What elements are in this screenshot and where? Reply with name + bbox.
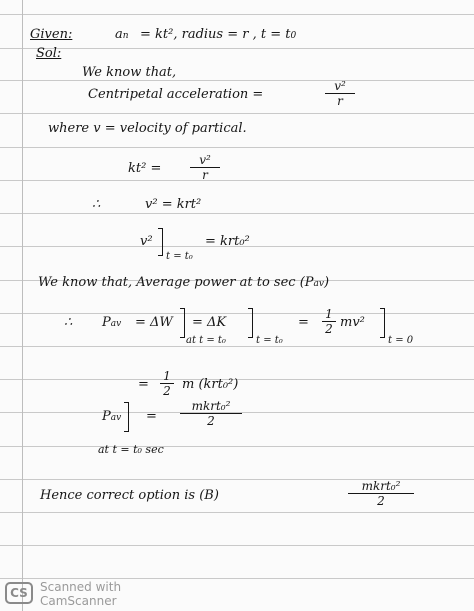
velocity-definition: where v = velocity of partical. <box>48 121 247 136</box>
final-power-fraction: mkrt₀² 2 <box>180 400 242 429</box>
v2-equation: v² = krt² <box>145 197 202 212</box>
equals-sign-3: = <box>146 409 157 424</box>
v2-over-r-fraction: $\frac{\text{v²}}{r}$ <box>325 80 355 109</box>
mv2-term: mv² <box>340 315 365 330</box>
power-average-symbol: Pav <box>102 315 122 330</box>
v2-at-t0: v² <box>140 234 153 249</box>
centripetal-acceleration-text: Centripetal acceleration = <box>88 87 264 102</box>
given-an: an <box>115 27 129 42</box>
half-fraction-2: $\frac{1}{2}$ <box>160 370 174 399</box>
v2-at-t0-subscript: t = t₀ <box>166 251 193 262</box>
average-power-text: We know that, Average power at to sec (Pav) <box>38 275 330 290</box>
half-fraction-1: $\frac{1}{2}$ <box>322 308 336 337</box>
kinetic-energy-change: = ΔK <box>192 315 227 330</box>
answer-fraction: mkrt₀² 2 <box>348 480 414 509</box>
watermark-line-1: Scanned with <box>40 580 122 594</box>
evaluation-bracket-2 <box>180 308 185 338</box>
watermark-line-2: CamScanner <box>40 594 117 608</box>
kinetic-at-t0: t = t₀ <box>256 335 283 346</box>
kt2-fraction: $\frac{\text{v²}}{r}$ <box>190 154 220 183</box>
therefore-symbol-2: ∴ <box>64 315 73 330</box>
mv2-at-t0: t = 0 <box>388 335 414 346</box>
final-power-symbol: Pav <box>102 409 122 424</box>
evaluation-bracket-1 <box>158 228 163 256</box>
evaluation-bracket-4 <box>380 308 385 338</box>
solution-label: Sol: <box>36 46 62 61</box>
we-know-that: We know that, <box>82 65 177 80</box>
margin-line <box>22 0 23 611</box>
evaluation-bracket-5 <box>124 402 129 432</box>
v2-at-t0-value: = krt₀² <box>205 234 250 249</box>
camscanner-logo: CS <box>5 582 33 604</box>
work-change: = ΔW <box>135 315 173 330</box>
m-krt0-term: m (krt₀²) <box>182 377 239 392</box>
equals-sign-1: = <box>298 315 309 330</box>
kt2-equation: kt² = <box>128 161 162 176</box>
work-at-t0: at t = t₀ <box>186 335 226 346</box>
given-values: = kt², radius = r , t = t0 <box>140 27 297 42</box>
evaluation-bracket-3 <box>248 308 253 338</box>
given-label: Given: <box>30 27 73 42</box>
therefore-symbol-1: ∴ <box>92 197 101 212</box>
final-time-condition: at t = t₀ sec <box>98 443 164 456</box>
equals-sign-2: = <box>138 377 149 392</box>
conclusion-text: Hence correct option is (B) <box>40 488 219 503</box>
